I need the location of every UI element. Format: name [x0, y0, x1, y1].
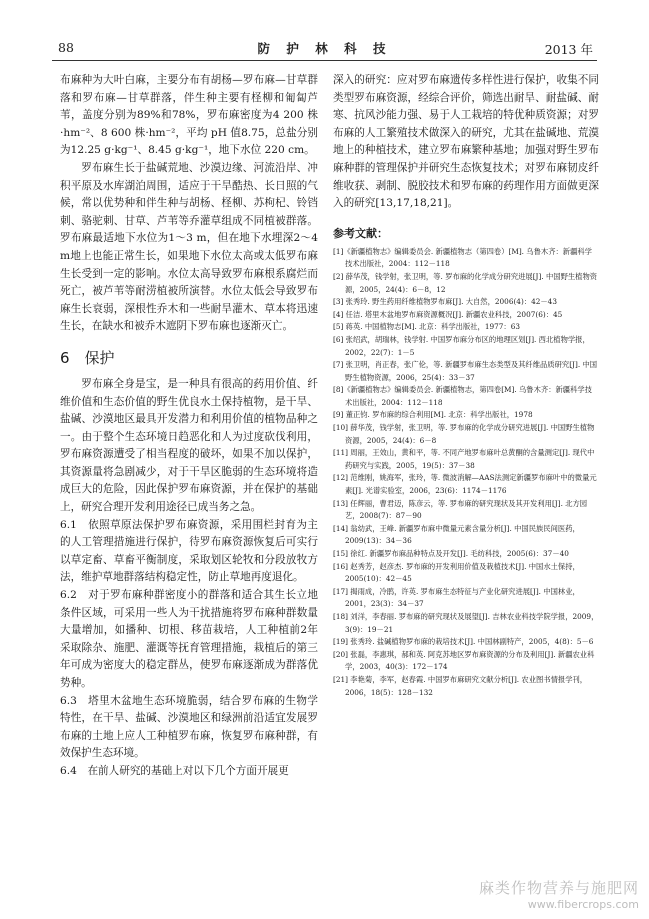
paragraph-further-research: 深入的研究：应对罗布麻遗传多样性进行保护，收集不同类型罗布麻资源，经综合评价，筛选出耐旱、耐盐碱、耐寒、抗风沙能力强、易于人工栽培的特优种质资源；对罗布麻的人工繁殖技术做深入的研究，尤其在盐碱地、荒漠地上的种植技术，建立罗布麻繁种基地；加强对野生罗布麻种群的管理保护并研究生态恢复技术；对罗布麻韧皮纤维收获、剥制、脱胶技术和罗布麻的药理作用方面做更深入的研究[13,17,18,21]。	[333, 74, 599, 210]
reference-item: [4] 任洁. 塔里木盆地罗布麻资源概况[J]. 新疆农业科技，2007(6)：45	[333, 309, 563, 319]
paragraph-6-3: 6.3 塔里木盆地生态环境脆弱，结合罗布麻的生物学特性，在干旱、盐碱、沙漠地区和绿洲前沿适宜发展罗布麻的土地上应人工种植罗布麻，恢复罗布麻种群，有效保护生态环境。	[60, 694, 318, 760]
header-rule	[52, 60, 597, 61]
watermark-site-name: 麻类作物营养与施肥网	[478, 879, 639, 897]
reference-item: [9] 董正钧. 罗布麻的综合利用[M]. 北京：科学出版社，1978	[333, 410, 533, 420]
reference-list	[333, 246, 599, 699]
reference-item: [18] 刘洋，李春丽. 罗布麻的研究现状及展望[J]. 吉林农业科技学院学报，2009，3(9)：19－21	[333, 611, 599, 634]
reference-item: [12] 范维刚，姚海军，张玲，等. 微波消解—AAS法测定新疆罗布麻叶中的微量元素[J]. 光谱实验室，2006，23(6)：1174－1176	[333, 473, 597, 496]
right-column	[333, 72, 599, 699]
reference-item: [19] 张秀玲. 盐碱植物罗布麻的栽培技术[J]. 中国林副特产，2005，4(8)：5－6	[333, 637, 594, 647]
reference-item: [14] 翁幼武，王峰. 新疆罗布麻中微量元素含量分析[J]. 中国民族民间医药，2009(13)：34－36	[333, 523, 580, 546]
reference-item: [2] 薛华茂，钱学射，张卫明，等. 罗布麻的化学成分研究进展[J]. 中国野生植物资源，2005，24(4)：6－8，12	[333, 271, 598, 294]
paragraph-site-description: 布麻种为大叶白麻，主要分布有胡杨—罗布麻—甘草群落和罗布麻—甘草群落，伴生种主要有柽柳和匍匐芦苇，盖度分别为89%和78%，罗布麻密度为4 200 株·hm⁻²、8 600 株·hm⁻²，平均 pH 值8.75，总盐分别为12.25 g·kg⁻¹、8.45 g·kg⁻¹，地下水位 220 cm。	[60, 74, 318, 157]
reference-item: [10] 薛华茂，钱学射，张卫明，等. 罗布麻的化学成分研究进展[J]. 中国野生植物资源，2005，24(4)：6－8	[333, 423, 595, 445]
reference-item: [8]《新疆植物志》编辑委员会. 新疆植物志，第四卷[M]. 乌鲁木齐：新疆科学技术出版社，2004：112－118	[333, 385, 592, 407]
paragraph-habitat: 罗布麻生长于盐碱荒地、沙漠边缘、河流沿岸、冲积平原及水库湖泊周围，适应于干旱酷热、长日照的气候，常以优势种和伴生种与胡杨、柽柳、苏枸杞、铃铛刺、骆驼刺、甘草、芦苇等乔灌草组成不同植被群落。罗布麻最适地下水位为1～3 m，但在地下水埋深2～4 m地上也能正常生长，如果地下水位太高或太低罗布麻生长受到一定的影响。水位太高导致罗布麻根系腐烂而死亡，被芦苇等耐涝植被所演替。水位太低会导致罗布麻生长衰弱，深根性乔木和一些耐旱灌木、草本将迅速生长，在缺水和被乔木遮阴下罗布麻也逐渐灭亡。	[60, 161, 318, 333]
reference-item: [6] 张绍武，胡瑞林，钱学射. 中国罗布麻分布区的地理区划[J]. 西北植物学报，2002，22(7)：1－5	[333, 334, 590, 357]
reference-item: [20] 张磊，李惠琪，郝和英. 阿克苏地区罗布麻资源的分布及利用[J]. 新疆农业科学，2003，40(3)：172－174	[333, 649, 595, 672]
running-header	[52, 38, 597, 58]
reference-item: [16] 赵秀芳，赵彦杰. 罗布麻的开发利用价值及栽植技术[J]. 中国水土保持，2005(10)：42－45	[333, 561, 580, 584]
site-watermark	[479, 877, 639, 911]
reference-item: [1]《新疆植物志》编辑委员会. 新疆植物志（第四卷）[M]. 乌鲁木齐：新疆科学技术出版社，2004：112－118	[333, 246, 592, 269]
left-column	[60, 72, 318, 781]
reference-item: [5] 蒋英. 中国植物志[M]. 北京：科学出版社，1977：63	[333, 322, 520, 332]
paragraph-6-4: 6.4 在前人研究的基础上对以下几个方面开展更	[60, 764, 289, 777]
reference-item: [17] 揭雨成，冷鹃，许英. 罗布麻生态特征与产业化研究进展[J]. 中国林业，2001，23(3)：34－37	[333, 586, 580, 609]
section-heading-protection: 6 保护	[60, 348, 115, 367]
publication-year: 2013 年	[544, 42, 593, 57]
reference-item: [13] 任辉丽，曹君迈，陈彦云，等. 罗布麻的研究现状及其开发利用[J]. 北方园艺，2008(7)：87－90	[333, 498, 588, 521]
watermark-url: www.fibercrops.com	[527, 898, 639, 911]
reference-item: [15] 徐红. 新疆罗布麻品种特点及开发[J]. 毛纺科技，2005(6)：37－40	[333, 549, 569, 558]
paragraph-6-1: 6.1 依照草原法保护罗布麻资源，采用围栏封育为主的人工管理措施进行保护，待罗布麻资源恢复后可实行以草定畜、草畜平衡制度，采取划区轮牧和分段放牧方法，维护草地群落结构稳定性，防止草地再度退化。	[60, 518, 318, 584]
reference-item: [11] 周丽，王效山，黄和平，等. 不同产地罗布麻叶总黄酮的含量测定[J]. 现代中药研究与实践，2005，19(5)：37－38	[333, 448, 595, 470]
page-number: 88	[58, 40, 74, 55]
reference-item: [7] 张卫明，肖正春，张广伦，等. 新疆罗布麻生态类型及其纤维品质研究[J]. 中国野生植物资源，2006，25(4)：33－37	[333, 360, 598, 382]
paragraph-6-2: 6.2 对于罗布麻种群密度小的群落和适合其生长立地条件区域，可采用一些人为干扰措施将罗布麻种群数量大量增加，如播种、切根、移苗栽培，人工种植前2年采取除杂、施肥、灌溉等抚育管理措施，栽植后的第三年可成为密度大的稳定群丛，使罗布麻逐渐成为群落优势种。	[60, 589, 318, 689]
journal-title: 防 护 林 科 技	[257, 41, 392, 56]
reference-item: [21] 李艳菊，李军，赵春霞. 中国罗布麻研究文献分析[J]. 农业图书情报学刊，2006，18(5)：128－132	[333, 674, 588, 697]
paragraph-protection-intro: 罗布麻全身是宝，是一种具有很高的药用价值、纤维价值和生态价值的野生优良水土保持植物，是干旱、盐碱、沙漠地区最具开发潜力和利用价值的植物品种之一。由于整个生态环境日趋恶化和人为过度砍伐利用，罗布麻资源遭受了相当程度的破坏，如果不加以保护，其资源量将急剧减少，对于干旱区脆弱的生态环境将造成巨大的危险，因此保护罗布麻资源，并在保护的基础上，研究合理开发利用途径已成当务之急。	[60, 377, 318, 514]
reference-item: [3] 张秀玲. 野生药用纤维植物罗布麻[J]. 大自然，2006(4)：42－43	[333, 297, 557, 307]
references-heading: 参考文献：	[333, 226, 388, 240]
